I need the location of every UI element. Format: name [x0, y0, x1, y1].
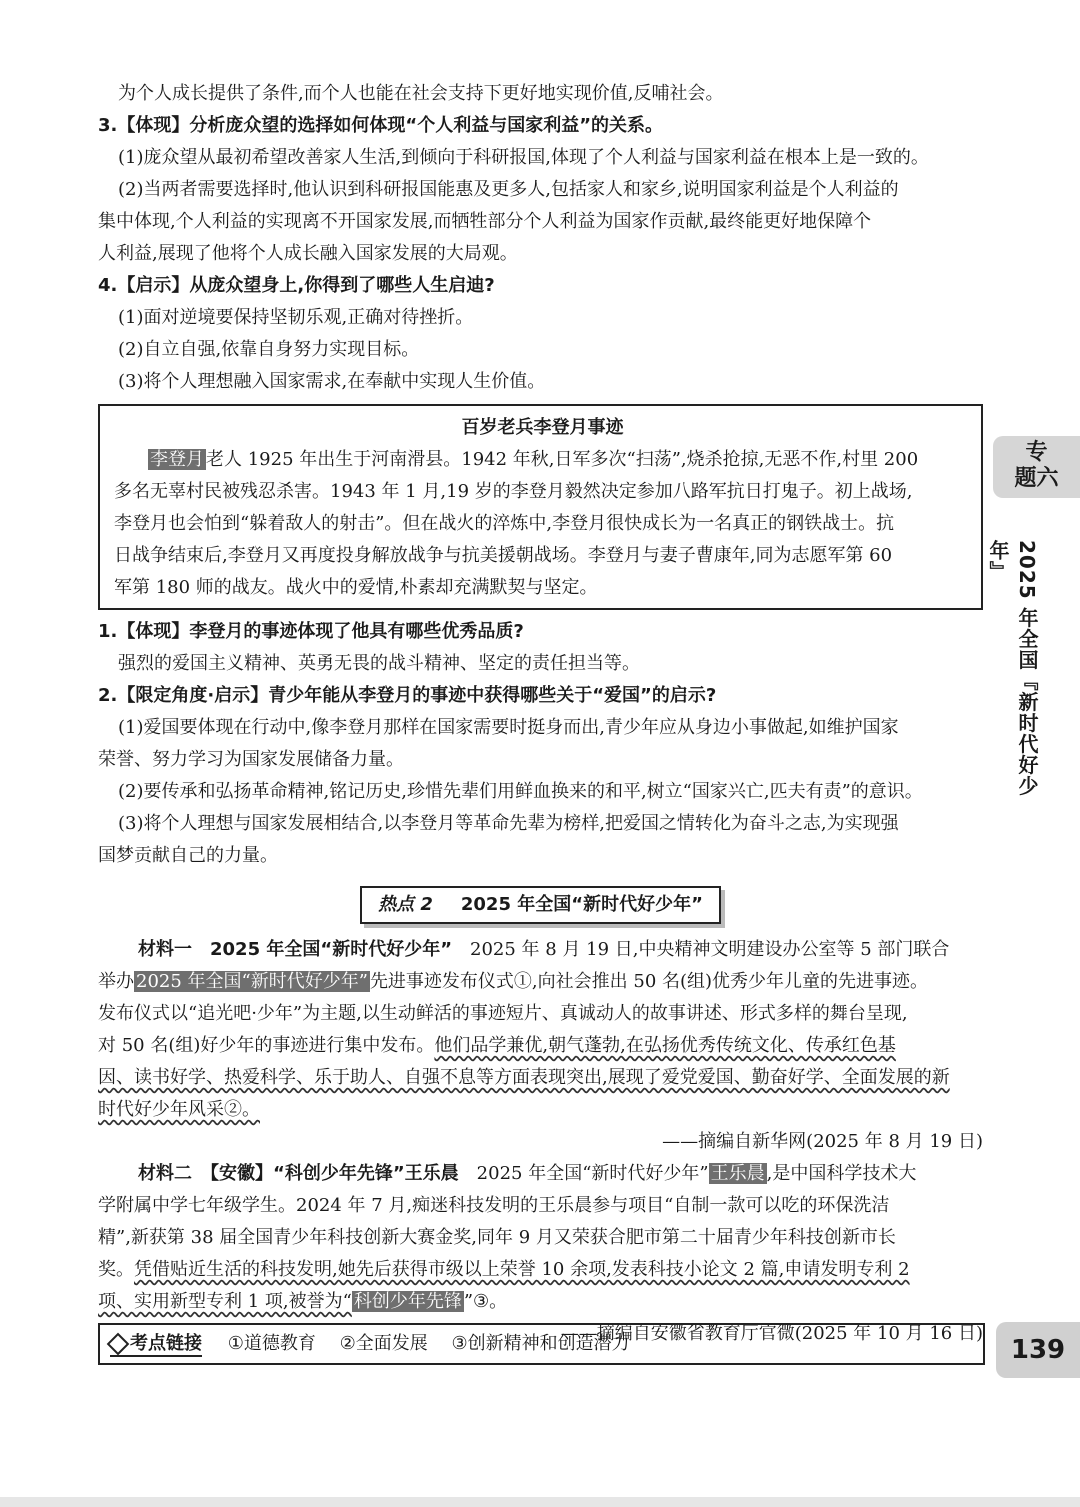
material-2-text: ”③。	[463, 1291, 508, 1312]
question-2b: 2.【限定角度·启示】青少年能从李登月的事迹中获得哪些关于“爱国”的启示?	[98, 685, 717, 706]
q3-answer-2-cont: 人利益,展现了他将个人成长融入国家发展的大局观。	[98, 243, 518, 264]
q4-answer-2: (2)自立自强,依靠自身努力实现目标。	[118, 339, 420, 360]
q3-answer-1: (1)庞众望从最初希望改善家人生活,到倾向于科研报国,体现了个人利益与国家利益在根本上是一致的。	[118, 147, 929, 168]
story-title: 百岁老兵李登月事迹	[461, 417, 624, 438]
material-1-line	[98, 966, 983, 998]
wavy-underline-text: 项、实用新型专利 1 项,被誉为“	[98, 1291, 352, 1312]
material-1-text: 先进事迹发布仪式①,向社会推出 50 名(组)优秀少年儿童的先进事迹。	[369, 971, 929, 992]
material-2-text: ,是中国科学技术大	[766, 1163, 917, 1184]
page-number: 139	[996, 1322, 1080, 1378]
q2b-answer-3: (3)将个人理想与国家发展相结合,以李登月等革命先辈为榜样,把爱国之情转化为奋斗之志,为实现强	[118, 813, 899, 834]
story-box	[98, 404, 983, 610]
hotspot-tag: 热点 2	[378, 894, 433, 915]
material-2-source: ——摘编自安徽省教育厅官微(2025 年 10 月 16 日)	[560, 1323, 983, 1344]
material-2-text: 奖。	[98, 1259, 134, 1280]
wavy-underline-text: 他们品学兼优,朝气蓬勃,在弘扬优秀传统文化、传承红色基	[434, 1035, 896, 1056]
pencil-icon	[107, 1333, 130, 1356]
material-1-line	[98, 1094, 983, 1126]
story-text	[114, 444, 971, 604]
highlight-name: 王乐晨	[710, 1163, 765, 1184]
story-line-text: 老人 1925 年出生于河南滑县。1942 年秋,日军多次“扫荡”,烧杀抢掠,无恶不作,村里 200	[206, 449, 919, 470]
main-content	[98, 78, 983, 1350]
chapter-tab-line: 题六	[1014, 466, 1059, 491]
intro-line: 为个人成长提供了条件,而个人也能在社会支持下更好地实现价值,反哺社会。	[118, 83, 724, 104]
material-1-text: 2025 年 8 月 19 日,中央精神文明建设办公室等 5 部门联合	[452, 939, 950, 960]
wavy-underline-text: 时代好少年风采②。	[98, 1099, 260, 1120]
key-point-item: ②全面发展	[339, 1333, 428, 1354]
material-2-line	[98, 1286, 983, 1318]
hotspot-title: 2025 年全国“新时代好少年”	[460, 894, 703, 915]
key-points-label	[110, 1333, 202, 1357]
chapter-tab	[993, 436, 1080, 498]
highlight-name: 李登月	[150, 449, 204, 470]
q3-answer-2-cont: 集中体现,个人利益的实现离不开国家发展,而牺牲部分个人利益为国家作贡献,最终能更好地保障个	[98, 211, 872, 232]
material-1-head: 材料一 2025 年全国“新时代好少年”	[138, 939, 453, 960]
question-3: 3.【体现】分析庞众望的选择如何体现“个人利益与国家利益”的关系。	[98, 115, 664, 136]
material-2-line: 精”,新获第 38 届全国青少年科技创新大赛金奖,同年 9 月又荣获合肥市第二十届青少年科技创新市长	[98, 1227, 896, 1248]
highlight-event: 2025 年全国“新时代好少年”	[136, 971, 368, 992]
material-1-line	[98, 1030, 983, 1062]
story-line: 日战争结束后,李登月又再度投身解放战争与抗美援朝战场。李登月与妻子曹康年,同为志愿军第 60	[114, 545, 893, 566]
story-line: 军第 180 师的战友。战火中的爱情,朴素却充满默契与坚定。	[114, 577, 598, 598]
material-1-text: 举办	[98, 971, 134, 992]
side-running-title: 2025 年全国『新时代好少年』	[986, 540, 1039, 797]
story-line: 李登月也会怕到“躲着敌人的射击”。但在战火的淬炼中,李登月很快成长为一名真正的钢铁战士。抗	[114, 513, 895, 534]
question-4: 4.【启示】从庞众望身上,你得到了哪些人生启迪?	[98, 275, 495, 296]
key-point-item: ①道德教育	[227, 1333, 316, 1354]
key-points-items	[228, 1333, 648, 1354]
story-line	[114, 444, 971, 476]
wavy-underline-text: 因、读书好学、热爱科学、乐于助人、自强不息等方面表现突出,展现了爱党爱国、勤奋好学、全面发展的新	[98, 1067, 950, 1088]
material-1-line	[98, 934, 983, 966]
material-1-line	[98, 1062, 983, 1094]
q4-answer-3: (3)将个人理想融入国家需求,在奉献中实现人生价值。	[118, 371, 546, 392]
highlight-title: 科创少年先锋	[353, 1291, 462, 1312]
material-2-head: 材料二 【安徽】“科创少年先锋”王乐晨	[138, 1163, 459, 1184]
q4-answer-1: (1)面对逆境要保持坚韧乐观,正确对待挫折。	[118, 307, 474, 328]
key-point-item: ③创新精神和创造潜力	[451, 1333, 630, 1354]
q2b-answer-3-cont: 国梦贡献自己的力量。	[98, 845, 278, 866]
wavy-underline-text: 凭借贴近生活的科技发明,她先后获得市级以上荣誉 10 余项,发表科技小论文 2 篇,申请发明专利 2	[134, 1259, 910, 1280]
material-2-line: 学附属中学七年级学生。2024 年 7 月,痴迷科技发明的王乐晨参与项目“自制一款可以吃的环保洗洁	[98, 1195, 890, 1216]
chapter-tab-line: 专	[1025, 440, 1048, 465]
q2b-answer-1: (1)爱国要体现在行动中,像李登月那样在国家需要时挺身而出,青少年应从身边小事做起,如维护国家	[118, 717, 899, 738]
material-1-text: 对 50 名(组)好少年的事迹进行集中发布。	[98, 1035, 435, 1056]
question-1b: 1.【体现】李登月的事迹体现了他具有哪些优秀品质?	[98, 621, 524, 642]
story-line: 多名无辜村民被残忍杀害。1943 年 1 月,19 岁的李登月毅然决定参加八路军抗日打鬼子。初上战场,	[114, 481, 913, 502]
material-2-line	[98, 1158, 983, 1190]
q2b-answer-1-cont: 荣誉、努力学习为国家发展储备力量。	[98, 749, 404, 770]
q1b-answer: 强烈的爱国主义精神、英勇无畏的战斗精神、坚定的责任担当等。	[118, 653, 640, 674]
hotspot-heading	[360, 886, 721, 924]
material-2-text: 2025 年全国“新时代好少年”	[458, 1163, 709, 1184]
key-points-box	[98, 1323, 985, 1365]
q2b-answer-2: (2)要传承和弘扬革命精神,铭记历史,珍惜先辈们用鲜血换来的和平,树立“国家兴亡,匹夫有责”的意识。	[118, 781, 923, 802]
hotspot-heading-wrap	[98, 886, 983, 924]
page-edge-shadow	[0, 1497, 1080, 1507]
material-1-line: 发布仪式以“追光吧·少年”为主题,以生动鲜活的事迹短片、真诚动人的故事讲述、形式多样的舞台呈现,	[98, 1003, 908, 1024]
material-2-line	[98, 1254, 983, 1286]
q3-answer-2: (2)当两者需要选择时,他认识到科研报国能惠及更多人,包括家人和家乡,说明国家利益是个人利益的	[118, 179, 899, 200]
material-1-source: ——摘编自新华网(2025 年 8 月 19 日)	[662, 1131, 983, 1152]
key-points-label-text: 考点链接	[130, 1333, 202, 1354]
